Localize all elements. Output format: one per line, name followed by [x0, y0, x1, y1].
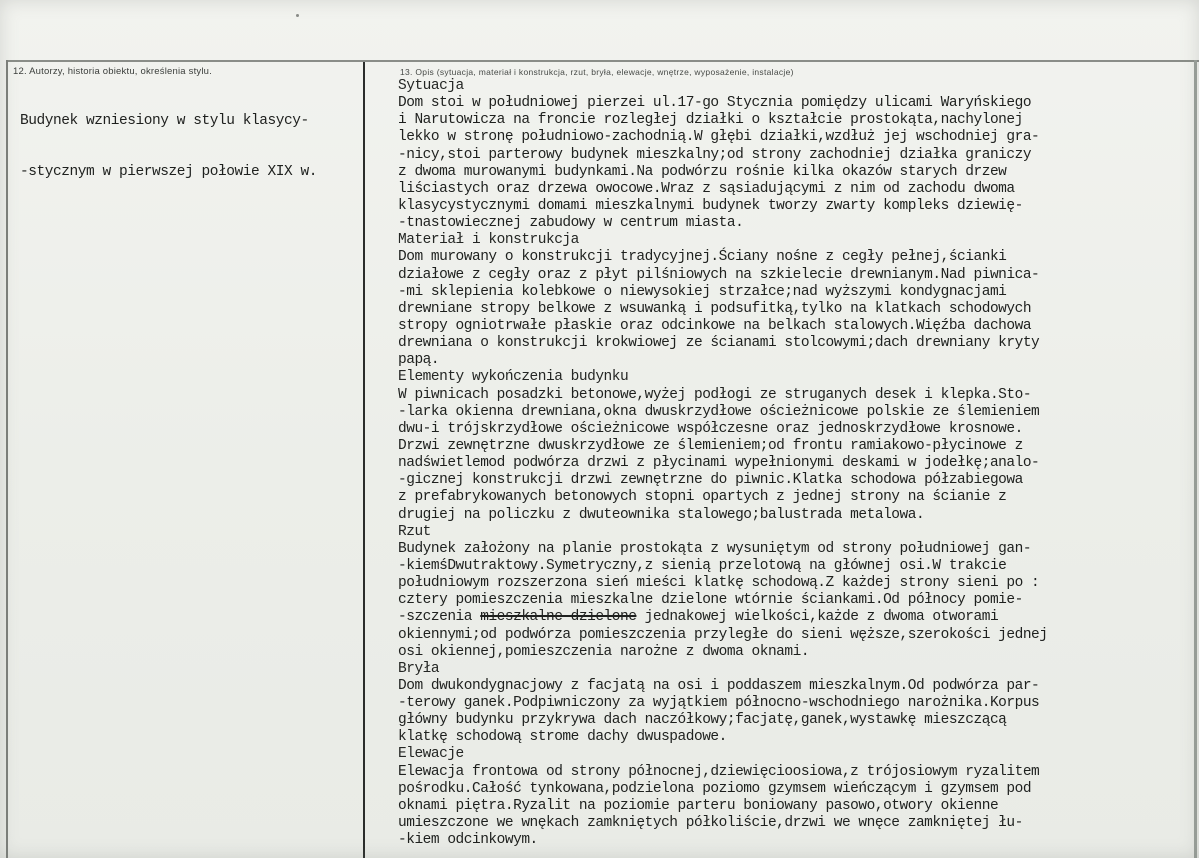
description-line: cztery pomieszczenia mieszkalne dzielone wtórnie ściankami.Od północy pomie- — [398, 592, 1023, 609]
description-line: osi okiennej,pomieszczenia narożne z dwoma oknami. — [398, 643, 810, 660]
description-line: klasycystycznymi domami mieszkalnymi budynek tworzy zwarty kompleks dziewię- — [398, 197, 1023, 214]
description-line: i Narutowicza na froncie rozległej działki o kształcie prostokąta,nachylonej — [398, 112, 1023, 129]
description-line: -kiemśDwutraktowy.Symetryczny,z sienią przelotową na głównej osi.W trakcie — [398, 557, 1007, 574]
section-heading: Sytuacja — [398, 78, 464, 94]
struck-through-text: mieszkalne dzielone — [480, 609, 637, 626]
description-line: główny budynku przykrywa dach naczółkowy;facjatę,ganek,wystawkę mieszczącą — [398, 712, 1007, 729]
form-left-rule — [6, 60, 8, 858]
field-12-header: 12. Autorzy, historia obiektu, określenia stylu. — [13, 66, 212, 77]
description-line: Dom murowany o konstrukcji tradycyjnej.Ściany nośne z cegły pełnej,ścianki — [398, 249, 1007, 266]
description-line: Dom stoi w południowej pierzei ul.17-go Stycznia pomiędzy ulicami Waryńskiego — [398, 95, 1032, 112]
description-line: dwu-i trójskrzydłowe ościeżnicowe współczesne oraz jednoskrzydłowe krosnowe. — [398, 420, 1023, 437]
description-line: oknami piętra.Ryzalit na poziomie parteru boniowany pasowo,otwory okienne — [398, 797, 999, 814]
description-line: W piwnicach posadzki betonowe,wyżej podłogi ze struganych desek i klepka.Sto- — [398, 386, 1032, 403]
description-line: papą. — [398, 352, 440, 369]
description-line: umieszczone we wnękach zamkniętych półkoliście,drzwi we wnęce zamkniętej łu- — [398, 815, 1023, 832]
section-heading: Rzut — [398, 523, 431, 540]
line-segment: jednakowej wielkości,każde z dwoma otworami — [636, 609, 999, 626]
description-line: stropy ogniotrwałe płaskie oraz odcinkowe na belkach stalowych.Więźba dachowa — [398, 317, 1032, 334]
description-line: południowym rozszerzona sień mieści klatkę schodową.Z każdej strony sieni po : — [398, 575, 1040, 592]
section-heading: Elewacje — [398, 746, 464, 763]
description-line: liściastych oraz drzewa owocowe.Wraz z sąsiadującymi z nim od zachodu dwoma — [398, 180, 1015, 197]
description-line: -gicznej konstrukcji drzwi zewnętrzne do piwnic.Klatka schodowa półzabiegowa — [398, 472, 1023, 489]
description-line: klatkę schodową strome dachy dwuspadowe. — [398, 729, 727, 746]
description-line: -tnastowiecznej zabudowy w centrum miasta. — [398, 215, 744, 232]
description-line: okiennymi;od podwórza pomieszczenia przyległe do sieni węższe,szerokości jednej — [398, 626, 1048, 643]
description-line: lekko w stronę południowo-zachodnią.W głębi działki,wzdłuż jej wschodniej gra- — [398, 129, 1040, 146]
description-line: Budynek założony na planie prostokąta z wysuniętym od strony południowej gan- — [398, 540, 1032, 557]
description-line: -kiem odcinkowym. — [398, 832, 538, 849]
description-line: drewniana o konstrukcji krokwiowej ze ścianami stolcowymi;dach drewniany kryty — [398, 335, 1040, 352]
form-top-rule — [6, 60, 1199, 62]
section-heading: Materiał i konstrukcja — [398, 232, 579, 249]
description-line: drewniane stropy belkowe z wsuwanką i podsufitką,tylko na klatkach schodowych — [398, 300, 1032, 317]
field-12-content — [20, 79, 317, 215]
description-line: Dom dwukondygnacjowy z facjatą na osi i poddaszem mieszkalnym.Od podwórza par- — [398, 677, 1040, 694]
paper-speck — [296, 14, 299, 17]
field-12-line: Budynek wzniesiony w stylu klasycy- — [20, 113, 309, 129]
field-13-header: 13. Opis (sytuacja, materiał i konstrukcja, rzut, bryła, elewacje, wnętrze, wyposażenie, instalacje) — [400, 67, 794, 77]
section-heading: Elementy wykończenia budynku — [398, 369, 629, 386]
description-line: nadświetlemod podwórza drzwi z płycinami wypełnionymi deskami w jodełkę;analo- — [398, 455, 1040, 472]
description-line: Elewacja frontowa od strony północnej,dziewięcioosiowa,z trójosiowym ryzalitem — [398, 763, 1040, 780]
description-line: z dwoma murowanymi budynkami.Na podwórzu rośnie kilka okazów starych drzew — [398, 163, 1007, 180]
description-line: Drzwi zewnętrzne dwuskrzydłowe ze ślemieniem;od frontu ramiakowo-płycinowe z — [398, 437, 1023, 454]
field-13-content — [398, 78, 1194, 849]
description-line: drugiej na policzku z dwuteownika stalowego;balustrada metalowa. — [398, 506, 925, 523]
description-line: -nicy,stoi parterowy budynek mieszkalny;od strony zachodniej działka graniczy — [398, 146, 1032, 163]
field-12-line: -stycznym w pierwszej połowie XIX w. — [20, 164, 318, 180]
line-segment: -szczenia — [398, 609, 481, 626]
description-line — [398, 609, 1194, 626]
form-column-divider — [363, 62, 365, 858]
form-right-rule — [1194, 60, 1197, 858]
description-line: z prefabrykowanych betonowych stopni opartych z jednej strony na ścianie z — [398, 489, 1007, 506]
description-line: -mi sklepienia kolebkowe o niewysokiej strzałce;nad wyższymi kondygnacjami — [398, 283, 1007, 300]
description-line: -terowy ganek.Podpiwniczony za wyjątkiem północno-wschodniego narożnika.Korpus — [398, 695, 1040, 712]
description-line: pośrodku.Całość tynkowana,podzielona poziomo gzymsem wieńczącym i gzymsem pod — [398, 780, 1032, 797]
description-line: działowe z cegły oraz z płyt pilśniowych na szkielecie drewnianym.Nad piwnica- — [398, 266, 1040, 283]
description-line: -larka okienna drewniana,okna dwuskrzydłowe ościeżnicowe polskie ze ślemieniem — [398, 403, 1040, 420]
section-heading: Bryła — [398, 660, 440, 677]
